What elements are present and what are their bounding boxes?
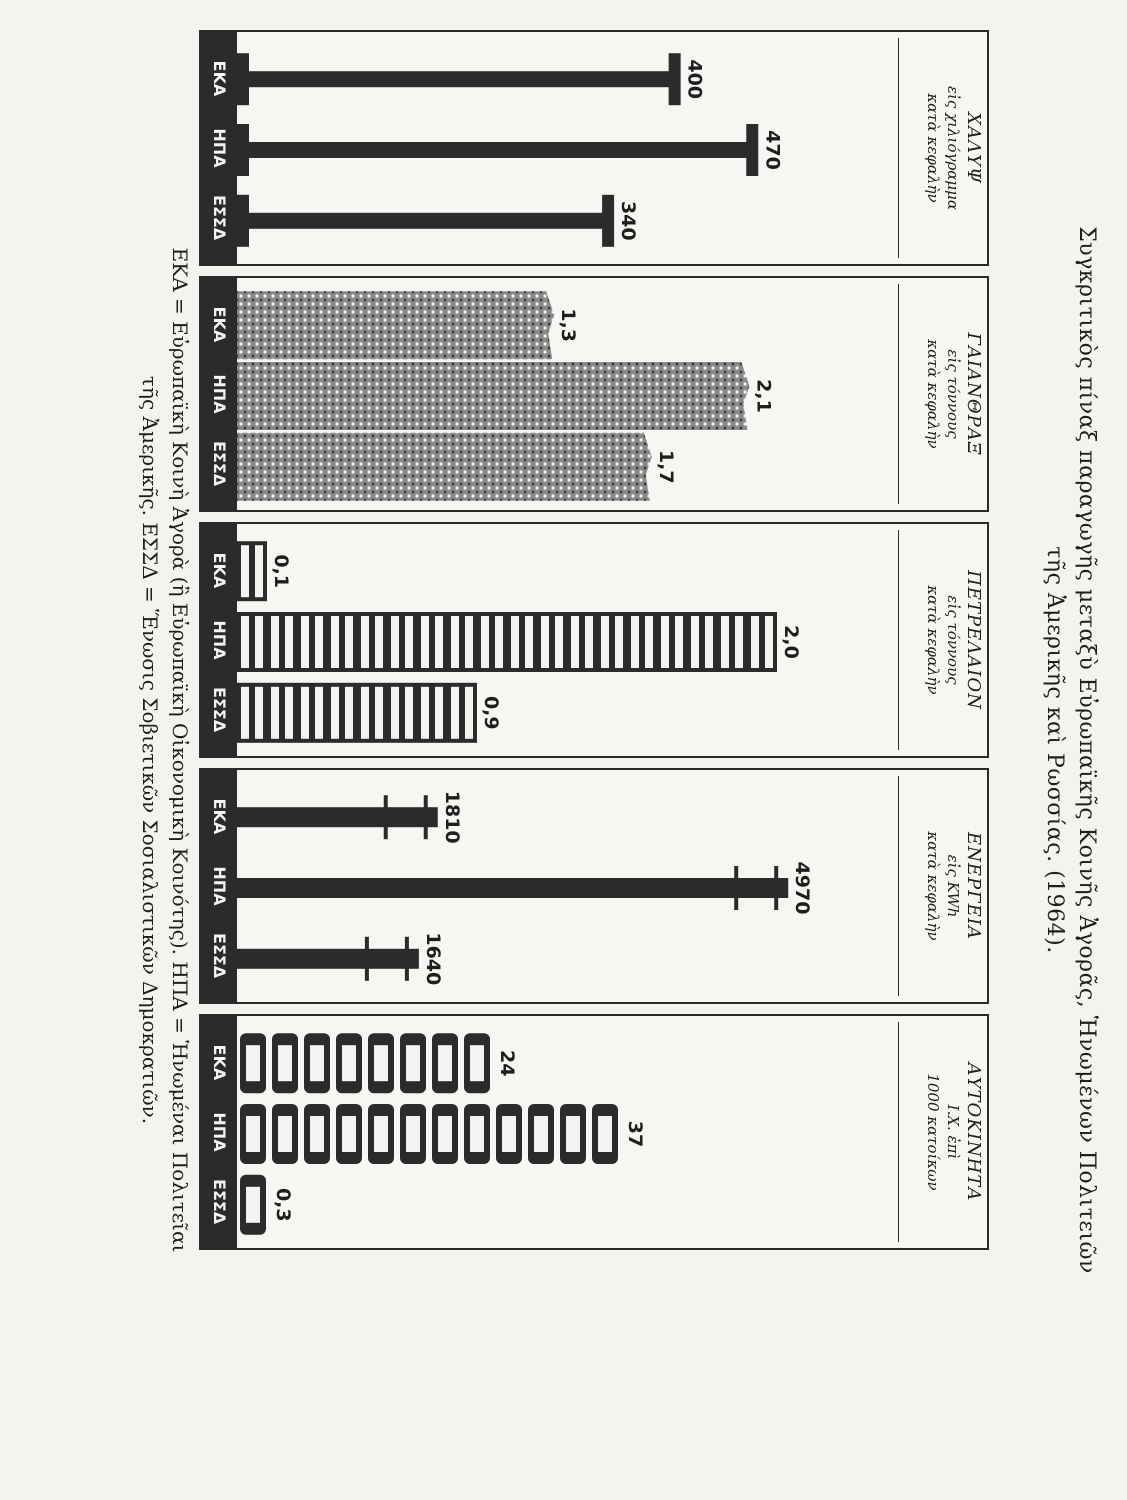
car-window [566, 1116, 580, 1152]
pylon-crossarm [405, 937, 409, 981]
category-label-essd: ΕΣΣΔ [210, 1179, 229, 1225]
power-pylon-icon [237, 878, 788, 898]
panel-energy-categories [201, 770, 237, 1002]
bar-ΗΠΑ [239, 614, 775, 670]
steel-beam-icon [247, 71, 671, 87]
barrel-band [369, 614, 375, 670]
category-label-ipa: ΗΠΑ [210, 866, 229, 906]
barrel-band [579, 614, 585, 670]
steel-beam-icon [247, 142, 748, 158]
bar-ΕΚΑ [237, 291, 554, 359]
category-label-ipa: ΗΠΑ [210, 1112, 229, 1152]
panel-cars-categories [201, 1016, 237, 1248]
car-window [278, 1116, 292, 1152]
panel-cars-unit: Ι.Χ. ἐπὶ [944, 1104, 962, 1160]
barrel-band [549, 614, 555, 670]
power-pylon-icon [237, 949, 419, 969]
footnote-line-1: ΕΚΑ = Εὐρωπαϊκὴ Κοινὴ Ἀγορὰ (ἢ Εὐρωπαϊκὴ Οἰκονομικὴ Κοινότης). ΗΠΑ = Ἡνωμέναι Πολιτεῖαι [168, 247, 192, 1253]
category-label-eka: ΕΚΑ [210, 1044, 229, 1081]
value-label: 2,0 [780, 625, 802, 659]
bar-ΕΣΣΔ [237, 195, 614, 247]
bar-ΗΠΑ [237, 124, 758, 176]
bar-ΕΣΣΔ [239, 685, 475, 741]
pylon-crossarm [384, 795, 388, 839]
category-label-ipa: ΗΠΑ [210, 128, 229, 168]
panel-energy [199, 768, 989, 1004]
value-label: 0,1 [270, 554, 292, 589]
panel-coal [199, 276, 989, 512]
panel-coal-unit-2: κατὰ κεφαλὴν [924, 339, 942, 449]
pylon-crossarm [774, 866, 778, 910]
value-label: 1,3 [557, 308, 580, 343]
energy-chart [197, 770, 987, 1006]
barrel-band [249, 543, 255, 599]
panel-oil [199, 522, 989, 758]
coal-chart [197, 278, 987, 514]
car-window [246, 1045, 260, 1081]
oil-chart [197, 524, 987, 760]
panel-oil-categories [201, 524, 237, 756]
value-label: 2,1 [752, 379, 775, 413]
value-label: 4970 [791, 861, 814, 915]
barrel-band [309, 614, 315, 670]
power-pylon-icon [237, 807, 438, 827]
bar-ΕΣΣΔ [240, 1175, 266, 1235]
barrel-band [309, 685, 315, 741]
car-window [246, 1116, 260, 1152]
panel-coal-categories [201, 278, 237, 510]
car-window [310, 1116, 324, 1152]
bar-ΕΚΑ [240, 1033, 490, 1093]
barrel-band [369, 685, 375, 741]
pylon-crossarm [365, 937, 369, 981]
steel-chart [197, 32, 987, 268]
car-window [406, 1045, 420, 1081]
barrel-band [249, 685, 255, 741]
pylon-crossarm [734, 866, 738, 910]
bar-ΕΣΣΔ [237, 433, 652, 501]
category-label-ipa: ΗΠΑ [210, 374, 229, 414]
car-window [470, 1045, 484, 1081]
chart-title-line-1: Συγκριτικὸς πίναξ παραγωγῆς μεταξὺ Εὐρωπαϊκῆς Κοινῆς Ἀγορᾶς, Ἡνωμένων Πολιτειῶν [1074, 226, 1099, 1274]
bar-ΕΚΑ [237, 795, 438, 839]
bar-ΕΣΣΔ [237, 937, 419, 981]
barrel-band [429, 685, 435, 741]
barrel-band [609, 614, 615, 670]
coal-pile-icon [237, 291, 554, 359]
bar-ΕΚΑ [239, 543, 265, 599]
footnote-line-2: τῆς Ἀμερικῆς. ΕΣΣΔ = Ἕνωσις Σοβιετικῶν Σοσιαλιστικῶν Δημοκρατιῶν. [138, 375, 162, 1125]
car-window [470, 1116, 484, 1152]
coal-pile-icon [237, 362, 749, 430]
panel-steel-unit: εἰς χιλιόγραμμα [944, 85, 962, 211]
barrel-band [429, 614, 435, 670]
car-window [534, 1116, 548, 1152]
car-window [246, 1187, 260, 1223]
value-label: 340 [617, 200, 640, 241]
panel-energy-unit: εἰς KWh [944, 854, 962, 918]
value-label: 24 [496, 1049, 518, 1077]
barrel-band [459, 614, 465, 670]
value-label: 37 [624, 1120, 646, 1148]
value-label: 0,9 [480, 695, 502, 730]
beam-flange [237, 53, 249, 105]
panel-oil-unit: εἰς τόννους [944, 595, 962, 685]
category-label-ipa: ΗΠΑ [210, 620, 229, 660]
beam-flange [237, 195, 249, 247]
category-label-essd: ΕΣΣΔ [210, 933, 229, 979]
beam-flange [669, 53, 681, 105]
category-label-essd: ΕΣΣΔ [210, 441, 229, 487]
panel-steel-categories [201, 32, 237, 264]
panel-steel-title: ΧΑΛΥΨ [963, 112, 984, 184]
barrel-band [399, 614, 405, 670]
cars-chart [197, 1016, 987, 1252]
panel-cars-title: ΑΥΤΟΚΙΝΗΤΑ [963, 1062, 984, 1202]
coal-pile-icon [237, 433, 652, 501]
panel-oil-title: ΠΕΤΡΕΛΑΙΟΝ [963, 570, 984, 710]
barrel-band [339, 614, 345, 670]
value-label: 0,3 [272, 1187, 294, 1222]
panel-cars-unit-2: 1000 κατοίκων [924, 1073, 942, 1191]
panel-coal-title: ΓΑΙΑΝΘΡΑΞ [963, 332, 984, 456]
value-label: 1,7 [654, 449, 677, 484]
car-window [406, 1116, 420, 1152]
barrel-band [489, 614, 495, 670]
beam-flange [237, 124, 249, 176]
beam-flange [602, 195, 614, 247]
car-window [374, 1116, 388, 1152]
value-label: 1640 [421, 932, 444, 986]
bar-ΗΠΑ [237, 362, 749, 430]
category-label-essd: ΕΣΣΔ [210, 195, 229, 241]
bar-ΗΠΑ [240, 1104, 618, 1164]
barrel-band [669, 614, 675, 670]
car-window [374, 1045, 388, 1081]
barrel-band [639, 614, 645, 670]
panel-energy-unit-2: κατὰ κεφαλὴν [924, 831, 942, 941]
car-window [438, 1045, 452, 1081]
barrel-band [759, 614, 765, 670]
chart-title-line-2: τῆς Ἀμερικῆς καὶ Ρωσσίας. (1964). [1042, 546, 1067, 954]
car-window [502, 1116, 516, 1152]
car-window [342, 1045, 356, 1081]
barrel-band [519, 614, 525, 670]
car-window [598, 1116, 612, 1152]
pylon-crossarm [424, 795, 428, 839]
category-label-eka: ΕΚΑ [210, 60, 229, 97]
category-label-eka: ΕΚΑ [210, 798, 229, 835]
car-window [342, 1116, 356, 1152]
barrel-band [249, 614, 255, 670]
panel-steel-unit-2: κατὰ κεφαλὴν [924, 93, 942, 203]
value-label: 470 [761, 130, 784, 170]
barrel-band [279, 614, 285, 670]
value-label: 1810 [440, 790, 463, 844]
category-label-eka: ΕΚΑ [210, 306, 229, 343]
panel-oil-unit-2: κατὰ κεφαλὴν [924, 585, 942, 695]
panel-energy-title: ΕΝΕΡΓΕΙΑ [963, 832, 984, 940]
barrel-band [729, 614, 735, 670]
car-window [310, 1045, 324, 1081]
bar-ΗΠΑ [237, 866, 788, 910]
car-window [438, 1116, 452, 1152]
panel-coal-unit: εἰς τόννους [944, 349, 962, 439]
barrel-band [279, 685, 285, 741]
category-label-essd: ΕΣΣΔ [210, 687, 229, 733]
category-label-eka: ΕΚΑ [210, 552, 229, 589]
steel-beam-icon [247, 213, 604, 229]
value-label: 400 [683, 59, 706, 100]
panel-steel [199, 30, 989, 266]
barrel-band [699, 614, 705, 670]
barrel-band [339, 685, 345, 741]
car-window [278, 1045, 292, 1081]
bar-ΕΚΑ [237, 53, 681, 105]
barrel-band [399, 685, 405, 741]
beam-flange [746, 124, 758, 176]
panel-cars [199, 1014, 989, 1250]
barrel-band [459, 685, 465, 741]
